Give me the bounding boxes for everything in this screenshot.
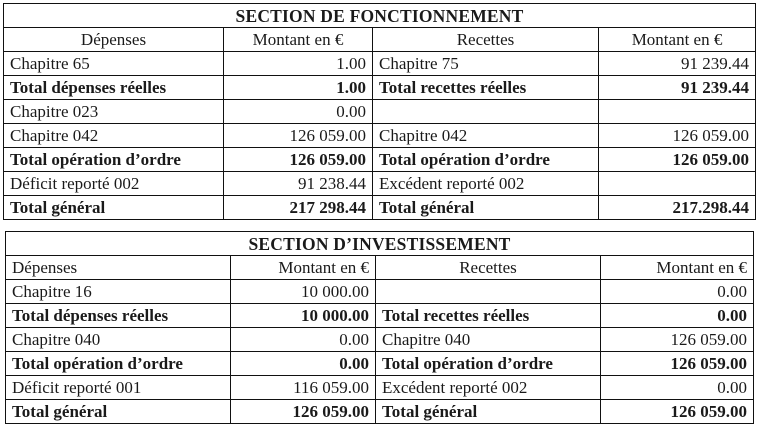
header-recettes: Recettes <box>373 28 599 52</box>
depense-amount: 0.00 <box>231 328 376 352</box>
recette-label: Total recettes réelles <box>373 76 599 100</box>
fonctionnement-table <box>3 3 756 220</box>
recette-label: Chapitre 042 <box>373 124 599 148</box>
depense-amount: 0.00 <box>231 352 376 376</box>
depense-label: Déficit reporté 002 <box>4 172 224 196</box>
recette-label: Total général <box>376 400 601 424</box>
depense-label: Chapitre 16 <box>6 280 231 304</box>
fonctionnement-body <box>4 52 756 220</box>
recette-label: Total général <box>373 196 599 220</box>
table-row <box>4 52 756 76</box>
recette-amount: 126 059.00 <box>601 328 754 352</box>
depense-amount: 0.00 <box>224 100 373 124</box>
recette-amount: 126 059.00 <box>601 352 754 376</box>
total-row <box>4 196 756 220</box>
recette-label: Chapitre 040 <box>376 328 601 352</box>
header-montant-recettes: Montant en € <box>601 256 754 280</box>
depense-label: Chapitre 023 <box>4 100 224 124</box>
section-title: SECTION D’INVESTISSEMENT <box>6 232 754 256</box>
table-row <box>6 376 754 400</box>
investissement-body <box>6 280 754 424</box>
header-row <box>4 28 756 52</box>
header-montant-recettes: Montant en € <box>599 28 756 52</box>
depense-amount: 1.00 <box>224 76 373 100</box>
depense-label: Total général <box>4 196 224 220</box>
depense-amount: 126 059.00 <box>224 148 373 172</box>
investissement-table <box>5 231 754 424</box>
total-row <box>6 400 754 424</box>
table-row <box>6 280 754 304</box>
depense-label: Total opération d’ordre <box>4 148 224 172</box>
recette-amount: 0.00 <box>601 376 754 400</box>
depense-amount: 10 000.00 <box>231 280 376 304</box>
recette-label: Total recettes réelles <box>376 304 601 328</box>
table-row <box>4 124 756 148</box>
depense-amount: 116 059.00 <box>231 376 376 400</box>
total-row <box>6 304 754 328</box>
table-row <box>4 172 756 196</box>
section-title-row <box>6 232 754 256</box>
table-row <box>4 100 756 124</box>
depense-amount: 1.00 <box>224 52 373 76</box>
recette-label: Excédent reporté 002 <box>376 376 601 400</box>
depense-amount: 10 000.00 <box>231 304 376 328</box>
total-row <box>6 352 754 376</box>
total-row <box>4 76 756 100</box>
recette-amount: 91 239.44 <box>599 52 756 76</box>
total-row <box>4 148 756 172</box>
recette-amount <box>599 100 756 124</box>
depense-label: Chapitre 042 <box>4 124 224 148</box>
header-row <box>6 256 754 280</box>
header-montant-depenses: Montant en € <box>231 256 376 280</box>
depense-amount: 217 298.44 <box>224 196 373 220</box>
recette-amount: 126 059.00 <box>599 124 756 148</box>
recette-amount: 126 059.00 <box>599 148 756 172</box>
header-montant-depenses: Montant en € <box>224 28 373 52</box>
section-title-row <box>4 4 756 28</box>
depense-label: Total général <box>6 400 231 424</box>
depense-label: Total dépenses réelles <box>6 304 231 328</box>
depense-label: Chapitre 040 <box>6 328 231 352</box>
header-recettes: Recettes <box>376 256 601 280</box>
depense-label: Chapitre 65 <box>4 52 224 76</box>
recette-label: Total opération d’ordre <box>376 352 601 376</box>
recette-amount: 126 059.00 <box>601 400 754 424</box>
depense-amount: 126 059.00 <box>231 400 376 424</box>
table-row <box>6 328 754 352</box>
depense-amount: 126 059.00 <box>224 124 373 148</box>
recette-label: Excédent reporté 002 <box>373 172 599 196</box>
recette-amount <box>599 172 756 196</box>
depense-label: Déficit reporté 001 <box>6 376 231 400</box>
depense-label: Total opération d’ordre <box>6 352 231 376</box>
recette-amount: 91 239.44 <box>599 76 756 100</box>
recette-label: Chapitre 75 <box>373 52 599 76</box>
recette-label <box>373 100 599 124</box>
recette-amount: 0.00 <box>601 304 754 328</box>
recette-label <box>376 280 601 304</box>
header-depenses: Dépenses <box>6 256 231 280</box>
depense-amount: 91 238.44 <box>224 172 373 196</box>
header-depenses: Dépenses <box>4 28 224 52</box>
recette-amount: 217.298.44 <box>599 196 756 220</box>
recette-amount: 0.00 <box>601 280 754 304</box>
section-title: SECTION DE FONCTIONNEMENT <box>4 4 756 28</box>
recette-label: Total opération d’ordre <box>373 148 599 172</box>
depense-label: Total dépenses réelles <box>4 76 224 100</box>
